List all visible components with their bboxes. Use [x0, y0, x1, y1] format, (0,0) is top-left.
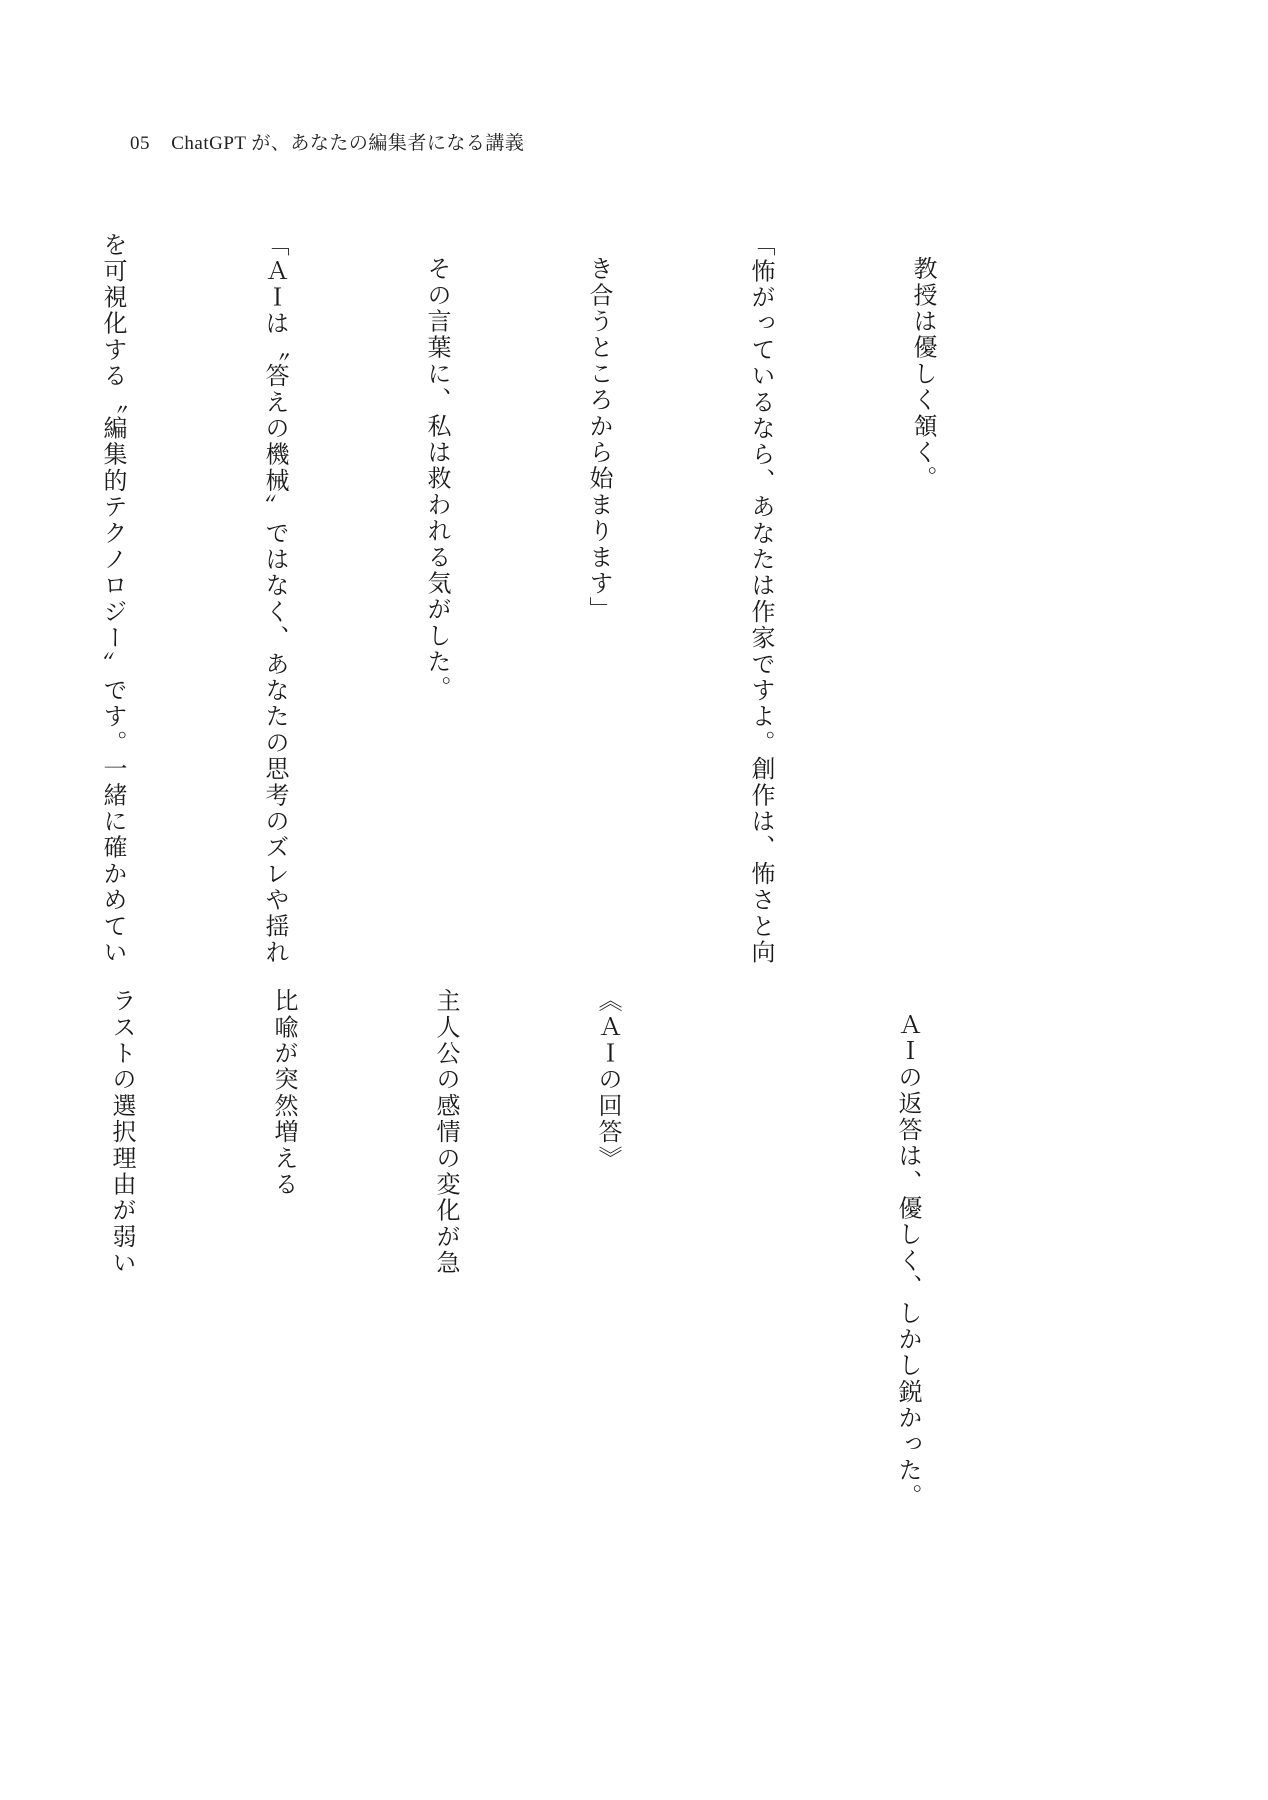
- text-line: 「怖がっているなら、あなたは作家ですよ。創作は、怖さと向: [747, 232, 775, 966]
- text-line: その言葉に、私は救われる気がした。: [423, 256, 451, 702]
- chapter-title: ChatGPT が、あなたの編集者になる講義: [171, 133, 525, 154]
- answer-item: 比喩が突然増える: [270, 988, 298, 1198]
- answer-item: ラストの選択理由が弱い: [108, 988, 136, 1277]
- page-number: 05: [130, 133, 150, 154]
- answer-heading: 《ＡＩの回答》: [594, 988, 622, 1172]
- text-line: ＡＩの返答は、優しく、しかし鋭かった。: [894, 1012, 922, 1510]
- paragraph-gap: [743, 988, 773, 1648]
- running-header: [130, 128, 524, 155]
- lower-text-block: [0, 988, 1043, 1648]
- text-line: き合うところから始まります」: [585, 256, 613, 623]
- text-line: 教授は優しく頷く。: [909, 256, 937, 492]
- answer-item: 主人公の感情の変化が急: [432, 988, 460, 1277]
- upper-text-block: [0, 232, 1058, 992]
- text-line: を可視化する〝編集的テクノロジー〟です。一緒に確かめてい: [99, 232, 127, 966]
- text-line: 「ＡＩは〝答えの機械〟ではなく、あなたの思考のズレや揺れ: [261, 232, 289, 966]
